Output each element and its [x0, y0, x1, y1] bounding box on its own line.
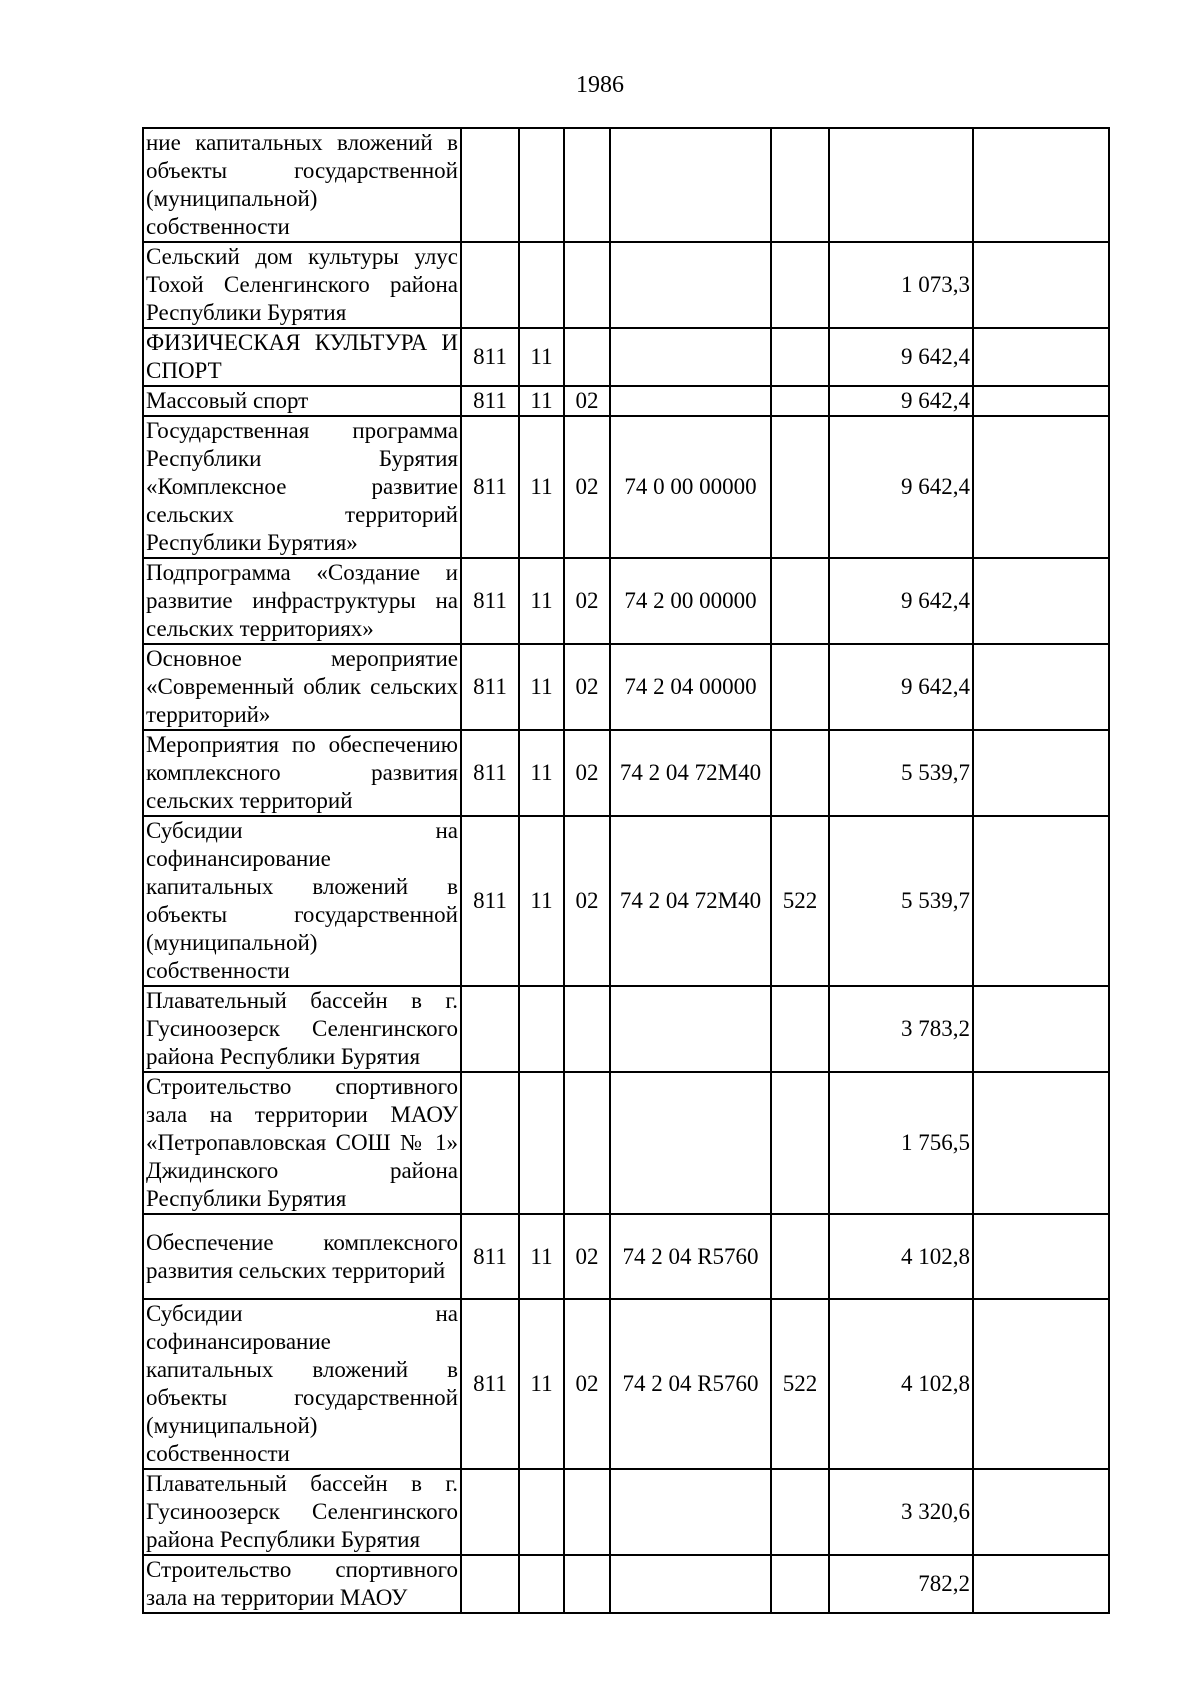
extra-cell — [973, 328, 1109, 386]
extra-cell — [973, 1555, 1109, 1613]
row-name: Строительство спортивного зала на территории МАОУ «Петропавловская СОШ № 1» Джидинского района Республики Бурятия — [143, 1072, 461, 1214]
expense-type-code — [771, 730, 829, 816]
target-item-code: 74 2 04 R5760 — [610, 1214, 771, 1299]
extra-cell — [973, 730, 1109, 816]
table-row — [143, 1555, 1109, 1613]
section-code: 11 — [519, 558, 564, 644]
row-name: Субсидии на софинансирование капитальных вложений в объекты государственной (муниципальной) собственности — [143, 1299, 461, 1469]
subsection-code — [564, 328, 610, 386]
budget-table — [142, 127, 1110, 1614]
expense-type-code — [771, 1555, 829, 1613]
section-code: 11 — [519, 386, 564, 416]
extra-cell — [973, 1072, 1109, 1214]
extra-cell — [973, 242, 1109, 328]
expense-type-code — [771, 386, 829, 416]
expense-type-code — [771, 416, 829, 558]
dept-code: 811 — [461, 416, 519, 558]
row-name: Плавательный бассейн в г. Гусиноозерск Селенгинского района Республики Бурятия — [143, 986, 461, 1072]
dept-code — [461, 1469, 519, 1555]
dept-code: 811 — [461, 386, 519, 416]
table-row — [143, 986, 1109, 1072]
dept-code: 811 — [461, 816, 519, 986]
subsection-code — [564, 128, 610, 242]
amount: 9 642,4 — [829, 558, 973, 644]
target-item-code — [610, 242, 771, 328]
target-item-code — [610, 1555, 771, 1613]
subsection-code: 02 — [564, 1299, 610, 1469]
subsection-code: 02 — [564, 1214, 610, 1299]
section-code — [519, 1072, 564, 1214]
amount: 9 642,4 — [829, 416, 973, 558]
row-name: ние капитальных вложений в объекты государственной (муниципальной) собственности — [143, 128, 461, 242]
row-name: Субсидии на софинансирование капитальных вложений в объекты государственной (муниципальной) собственности — [143, 816, 461, 986]
section-code: 11 — [519, 1299, 564, 1469]
extra-cell — [973, 1469, 1109, 1555]
table-row — [143, 730, 1109, 816]
section-code: 11 — [519, 328, 564, 386]
amount: 1 756,5 — [829, 1072, 973, 1214]
amount: 9 642,4 — [829, 328, 973, 386]
table-row — [143, 558, 1109, 644]
dept-code: 811 — [461, 1299, 519, 1469]
extra-cell — [973, 416, 1109, 558]
subsection-code — [564, 986, 610, 1072]
expense-type-code: 522 — [771, 1299, 829, 1469]
amount: 3 783,2 — [829, 986, 973, 1072]
table-row — [143, 816, 1109, 986]
amount: 4 102,8 — [829, 1214, 973, 1299]
dept-code — [461, 986, 519, 1072]
expense-type-code — [771, 1072, 829, 1214]
row-name: Основное мероприятие «Современный облик сельских территорий» — [143, 644, 461, 730]
table-row — [143, 1214, 1109, 1299]
extra-cell — [973, 816, 1109, 986]
amount: 1 073,3 — [829, 242, 973, 328]
amount: 5 539,7 — [829, 730, 973, 816]
dept-code: 811 — [461, 558, 519, 644]
expense-type-code — [771, 558, 829, 644]
table-row — [143, 328, 1109, 386]
amount — [829, 128, 973, 242]
section-code — [519, 242, 564, 328]
amount: 9 642,4 — [829, 644, 973, 730]
amount: 3 320,6 — [829, 1469, 973, 1555]
expense-type-code — [771, 644, 829, 730]
target-item-code — [610, 386, 771, 416]
subsection-code: 02 — [564, 816, 610, 986]
expense-type-code: 522 — [771, 816, 829, 986]
section-code: 11 — [519, 644, 564, 730]
section-code: 11 — [519, 416, 564, 558]
section-code — [519, 1469, 564, 1555]
target-item-code: 74 2 04 72М40 — [610, 816, 771, 986]
extra-cell — [973, 1214, 1109, 1299]
row-name: Государственная программа Республики Бурятия «Комплексное развитие сельских территорий Республики Бурятия» — [143, 416, 461, 558]
page-number: 1986 — [576, 72, 624, 98]
row-name: Массовый спорт — [143, 386, 461, 416]
row-name: Мероприятия по обеспечению комплексного развития сельских территорий — [143, 730, 461, 816]
target-item-code — [610, 128, 771, 242]
dept-code: 811 — [461, 730, 519, 816]
expense-type-code — [771, 1469, 829, 1555]
extra-cell — [973, 386, 1109, 416]
table-row — [143, 242, 1109, 328]
expense-type-code — [771, 128, 829, 242]
section-code — [519, 128, 564, 242]
dept-code — [461, 128, 519, 242]
subsection-code: 02 — [564, 644, 610, 730]
amount: 782,2 — [829, 1555, 973, 1613]
subsection-code — [564, 1469, 610, 1555]
extra-cell — [973, 1299, 1109, 1469]
amount: 9 642,4 — [829, 386, 973, 416]
target-item-code — [610, 1469, 771, 1555]
target-item-code — [610, 1072, 771, 1214]
target-item-code: 74 2 00 00000 — [610, 558, 771, 644]
section-code: 11 — [519, 730, 564, 816]
subsection-code — [564, 1072, 610, 1214]
row-name: Строительство спортивного зала на территории МАОУ — [143, 1555, 461, 1613]
row-name: ФИЗИЧЕСКАЯ КУЛЬТУРА И СПОРТ — [143, 328, 461, 386]
target-item-code — [610, 986, 771, 1072]
expense-type-code — [771, 986, 829, 1072]
table-row — [143, 1299, 1109, 1469]
extra-cell — [973, 986, 1109, 1072]
table-row — [143, 128, 1109, 242]
extra-cell — [973, 128, 1109, 242]
target-item-code: 74 2 04 R5760 — [610, 1299, 771, 1469]
extra-cell — [973, 644, 1109, 730]
table-row — [143, 386, 1109, 416]
expense-type-code — [771, 328, 829, 386]
section-code: 11 — [519, 816, 564, 986]
dept-code: 811 — [461, 644, 519, 730]
row-name: Сельский дом культуры улус Тохой Селенгинского района Республики Бурятия — [143, 242, 461, 328]
amount: 4 102,8 — [829, 1299, 973, 1469]
subsection-code: 02 — [564, 416, 610, 558]
table-row — [143, 1469, 1109, 1555]
dept-code — [461, 1072, 519, 1214]
dept-code: 811 — [461, 1214, 519, 1299]
table-row — [143, 644, 1109, 730]
dept-code — [461, 1555, 519, 1613]
subsection-code: 02 — [564, 730, 610, 816]
section-code: 11 — [519, 1214, 564, 1299]
section-code — [519, 1555, 564, 1613]
dept-code: 811 — [461, 328, 519, 386]
expense-type-code — [771, 1214, 829, 1299]
expense-type-code — [771, 242, 829, 328]
target-item-code — [610, 328, 771, 386]
target-item-code: 74 2 04 72М40 — [610, 730, 771, 816]
row-name: Плавательный бассейн в г. Гусиноозерск Селенгинского района Республики Бурятия — [143, 1469, 461, 1555]
table-row — [143, 416, 1109, 558]
subsection-code: 02 — [564, 386, 610, 416]
subsection-code — [564, 1555, 610, 1613]
row-name: Обеспечение комплексного развития сельских территорий — [143, 1214, 461, 1299]
table-row — [143, 1072, 1109, 1214]
amount: 5 539,7 — [829, 816, 973, 986]
section-code — [519, 986, 564, 1072]
row-name: Подпрограмма «Создание и развитие инфраструктуры на сельских территориях» — [143, 558, 461, 644]
dept-code — [461, 242, 519, 328]
subsection-code — [564, 242, 610, 328]
extra-cell — [973, 558, 1109, 644]
target-item-code: 74 0 00 00000 — [610, 416, 771, 558]
subsection-code: 02 — [564, 558, 610, 644]
target-item-code: 74 2 04 00000 — [610, 644, 771, 730]
